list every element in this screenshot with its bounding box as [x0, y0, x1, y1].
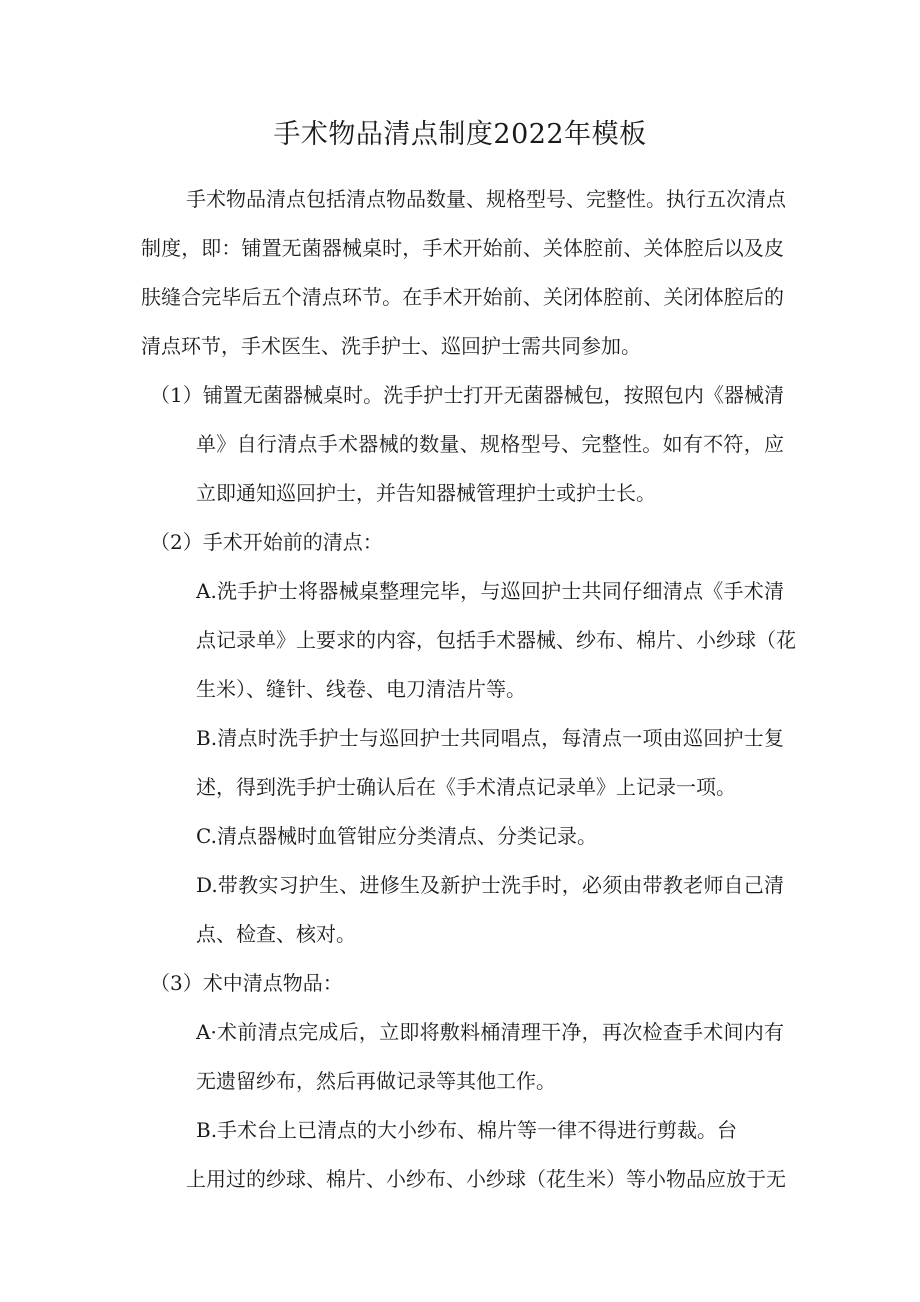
section2-itemB-line-1: B.清点时洗手护士与巡回护士共同唱点，每清点一项由巡回护士复: [196, 726, 784, 750]
section1-line-3: 立即通知巡回护士，并告知器械管理护士或护士长。: [196, 481, 656, 505]
document-title: 手术物品清点制度2022年模板: [273, 119, 647, 150]
section2-itemA-line-3: 生米）、缝针、线卷、电刀清洁片等。: [196, 677, 526, 701]
section2-itemD-line-1: D.带教实习护生、进修生及新护士洗手时，必须由带教老师自己清: [196, 873, 784, 897]
intro-line-3: 肤缝合完毕后五个清点环节。在手术开始前、关闭体腔前、关闭体腔后的: [141, 285, 784, 309]
section2-itemA-line-1: A.洗手护士将器械桌整理完毕，与巡回护士共同仔细清点《手术清: [196, 579, 784, 603]
intro-line-4: 清点环节，手术医生、洗手护士、巡回护士需共同参加。: [141, 334, 641, 358]
section3-itemA-line-1: A·术前清点完成后，立即将敷料桶清理干净，再次检查手术间内有: [196, 1020, 784, 1044]
section2-heading: （2）手术开始前的清点：: [150, 530, 383, 554]
section3-heading: （3）术中清点物品：: [150, 971, 343, 995]
section3-itemB-line-1: B.手术台上已清点的大小纱布、棉片等一律不得进行剪裁。台: [196, 1118, 738, 1142]
section1-line-2: 单》自行清点手术器械的数量、规格型号、完整性。如有不符，应: [196, 432, 784, 456]
section1-line-1: （1）铺置无菌器械桌时。洗手护士打开无菌器械包，按照包内《器械清: [150, 383, 784, 407]
intro-line-2: 制度，即：铺置无菌器械桌时，手术开始前、关体腔前、关体腔后以及皮: [141, 236, 784, 260]
section2-itemC: C.清点器械时血管钳应分类清点、分类记录。: [196, 824, 597, 848]
section2-itemA-line-2: 点记录单》上要求的内容，包括手术器械、纱布、棉片、小纱球（花: [196, 628, 796, 652]
section3-itemA-line-2: 无遗留纱布，然后再做记录等其他工作。: [196, 1069, 556, 1093]
intro-line-1: 手术物品清点包括清点物品数量、规格型号、完整性。执行五次清点: [186, 187, 786, 211]
section2-itemB-line-2: 述，得到洗手护士确认后在《手术清点记录单》上记录一项。: [196, 775, 736, 799]
section2-itemD-line-2: 点、检查、核对。: [196, 922, 356, 946]
section3-itemB-line-2: 上用过的纱球、棉片、小纱布、小纱球（花生米）等小物品应放于无: [186, 1167, 786, 1191]
